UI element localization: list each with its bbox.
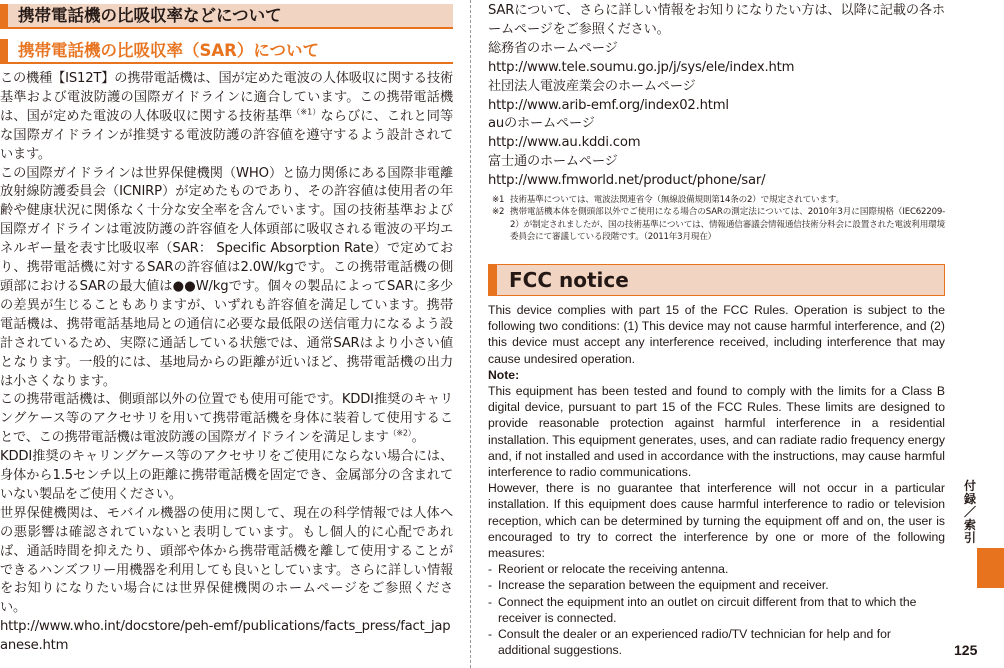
link-item (488, 153, 945, 191)
link-url[interactable]: http://www.tele.soumu.go.jp/j/sys/ele/index.htm (488, 59, 795, 75)
sar-links-section (488, 2, 945, 243)
fcc-paragraph-2: This equipment has been tested and found to comply with the limits for a Class B digital device, pursuant to part 15 of the FCC Rules. These limits are designed to provide reasonable protection against harmful interference in a residential installation. This equipment generates, uses, and can radiate radio frequency energy and, if not installed and used in accordance with the instructions, may cause harmful interference to radio communications. (488, 384, 945, 480)
section-title: 携帯電話機の比吸収率などについて (18, 6, 282, 25)
side-tab-marker (977, 548, 1004, 588)
sar-paragraph-1: この機種【IS12T】の携帯電話機は、国が定めた電波の人体吸収に関する技術基準および電波防護の国際ガイドラインに適合しています。この携帯電話機は、国が定めた電波の人体吸収に関する技術基準$^{(※1)}$ならびに、これと同等な国際ガイドラインが推奨する電波防護の許容値を遵守するよう設計されています。 (0, 71, 453, 162)
link-item (488, 78, 945, 116)
subheading-accent-bar (0, 39, 8, 62)
link-item (488, 115, 945, 153)
link-label: 富士通のホームページ (488, 154, 618, 170)
link-url[interactable]: http://www.au.kddi.com (488, 135, 641, 151)
footnote-1: ※1 技術基準については、電波法関連省令（無線設備規則第14条の2）で規定されています。 (492, 195, 844, 206)
footnotes (488, 194, 945, 243)
page-number: 125 (954, 642, 978, 658)
sar-paragraph-2: この国際ガイドラインは世界保健機関（WHO）と協力関係にある国際非電離放射線防護委員会（ICNIRP）が定めたものであり、その許容値は使用者の年齢や健康状況に関係なく十分な安全率を含んでいます。国の技術基準および国際ガイドラインは電波防護の許容値を人体頭部に吸収される電波の平均エネルギー量を表す比吸収率（SAR： Specific Absorption Rate）で定めており、携帯電話機に対するSARの許容値は2.0W/kgです。この携帯電話機の側頭部におけるSARの最大値は●●W/kgです。個々の製品によってSARに多少の差異が生じることもありますが、いずれも許容値を満足しています。携帯電話機は、携帯電話基地局との通信に必要な最低限の送信電力になるよう設計されているため、実際に通話している状態では、通常SARはより小さい値となります。一般的には、基地局からの距離が近いほど、携帯電話機の出力は小さくなります。 (0, 165, 453, 389)
column-divider (470, 0, 471, 668)
footnote-ref-2: （※2） (388, 428, 412, 438)
subsection-title: 携帯電話機の比吸収率（SAR）について (18, 41, 320, 60)
list-item: - Increase the separation between the equipment and receiver. (488, 578, 829, 593)
link-label: 総務省のホームページ (488, 40, 618, 56)
link-url[interactable]: http://www.fmworld.net/product/phone/sar/ (488, 173, 766, 189)
who-url-link[interactable]: http://www.who.int/docstore/peh-emf/publications/facts_press/fact_japanese.htm (0, 619, 451, 654)
heading-accent-bar (0, 4, 8, 27)
sar-paragraph-3: この携帯電話機は、側頭部以外の位置でも使用可能です。KDDI推奨のキャリングケース等のアクセサリを用いて携帯電話機を身体に装着して使用することで、この携帯電話機は電波防護の国際ガイドラインを満足します$^{(※2)}$。 (0, 392, 453, 446)
fcc-title: FCC notice (509, 268, 629, 292)
link-label: auのホームページ (488, 116, 595, 132)
footnote-ref-1: （※1） (292, 107, 321, 117)
footnote-2: ※2 携帯電話機本体を側頭部以外でご使用になる場合のSARの測定法については、2010年3月に国際規格（IEC62209-2）が制定されましたが、国の技術基準については、情報通信審議会情報通信技術分科会に設置された電波利用環境委員会にて審議している段階です。（2011年3月現在） (492, 207, 945, 242)
side-tab-label[interactable]: 付録／索引 (963, 479, 976, 545)
link-url[interactable]: http://www.arib-emf.org/index02.html (488, 97, 729, 113)
fcc-note-label: Note: (488, 367, 520, 382)
sar-paragraph-4: KDDI推奨のキャリングケース等のアクセサリをご使用にならない場合には、身体から1.5センチ以上の距離に携帯電話機を固定でき、金属部分の含まれていない製品をご使用ください。 (0, 449, 453, 502)
section-heading (0, 4, 453, 29)
links-intro: SARについて、さらに詳しい情報をお知りになりたい方は、以降に記載の各ホームページをご参照ください。 (488, 3, 945, 37)
fcc-measures-list (488, 561, 945, 658)
fcc-paragraph-3: However, there is no guarantee that interference will not occur in a particular installation. If this equipment does cause harmful interference to radio or television reception, which can be determined by turning the equipment off and on, the user is encouraged to try to correct the interference by one or more of the following measures: (488, 481, 945, 561)
fcc-body (488, 302, 945, 658)
list-item: - Consult the dealer or an experienced radio/TV technician for help and for additional suggestions. (488, 627, 891, 658)
link-label: 社団法人電波産業会のホームページ (488, 78, 696, 94)
sar-paragraph-5: 世界保健機関は、モバイル機器の使用に関して、現在の科学情報では人体への悪影響は確認されていないと表明しています。もし個人的に心配であれば、通話時間を抑えたり、頭部や体から携帯電話機を離して使用することができるハンズフリー用機器を利用しても良いとしています。さらに詳しい情報をお知りになりたい場合には世界保健機関のホームページをご参照ください。 (0, 505, 453, 616)
fcc-paragraph-1: This device complies with part 15 of the FCC Rules. Operation is subject to the following two conditions: (1) This device may not cause harmful interference, and (2) this device must accept any interference received, including interference that may cause undesired operation. (488, 303, 945, 366)
fcc-heading-accent-bar (489, 265, 497, 295)
subsection-heading (0, 39, 453, 64)
sar-body (0, 70, 453, 656)
link-item (488, 40, 945, 78)
fcc-heading (488, 264, 945, 296)
list-item: - Connect the equipment into an outlet on circuit different from that to which the receiver is connected. (488, 594, 917, 625)
list-item: - Reorient or relocate the receiving antenna. (488, 562, 729, 577)
